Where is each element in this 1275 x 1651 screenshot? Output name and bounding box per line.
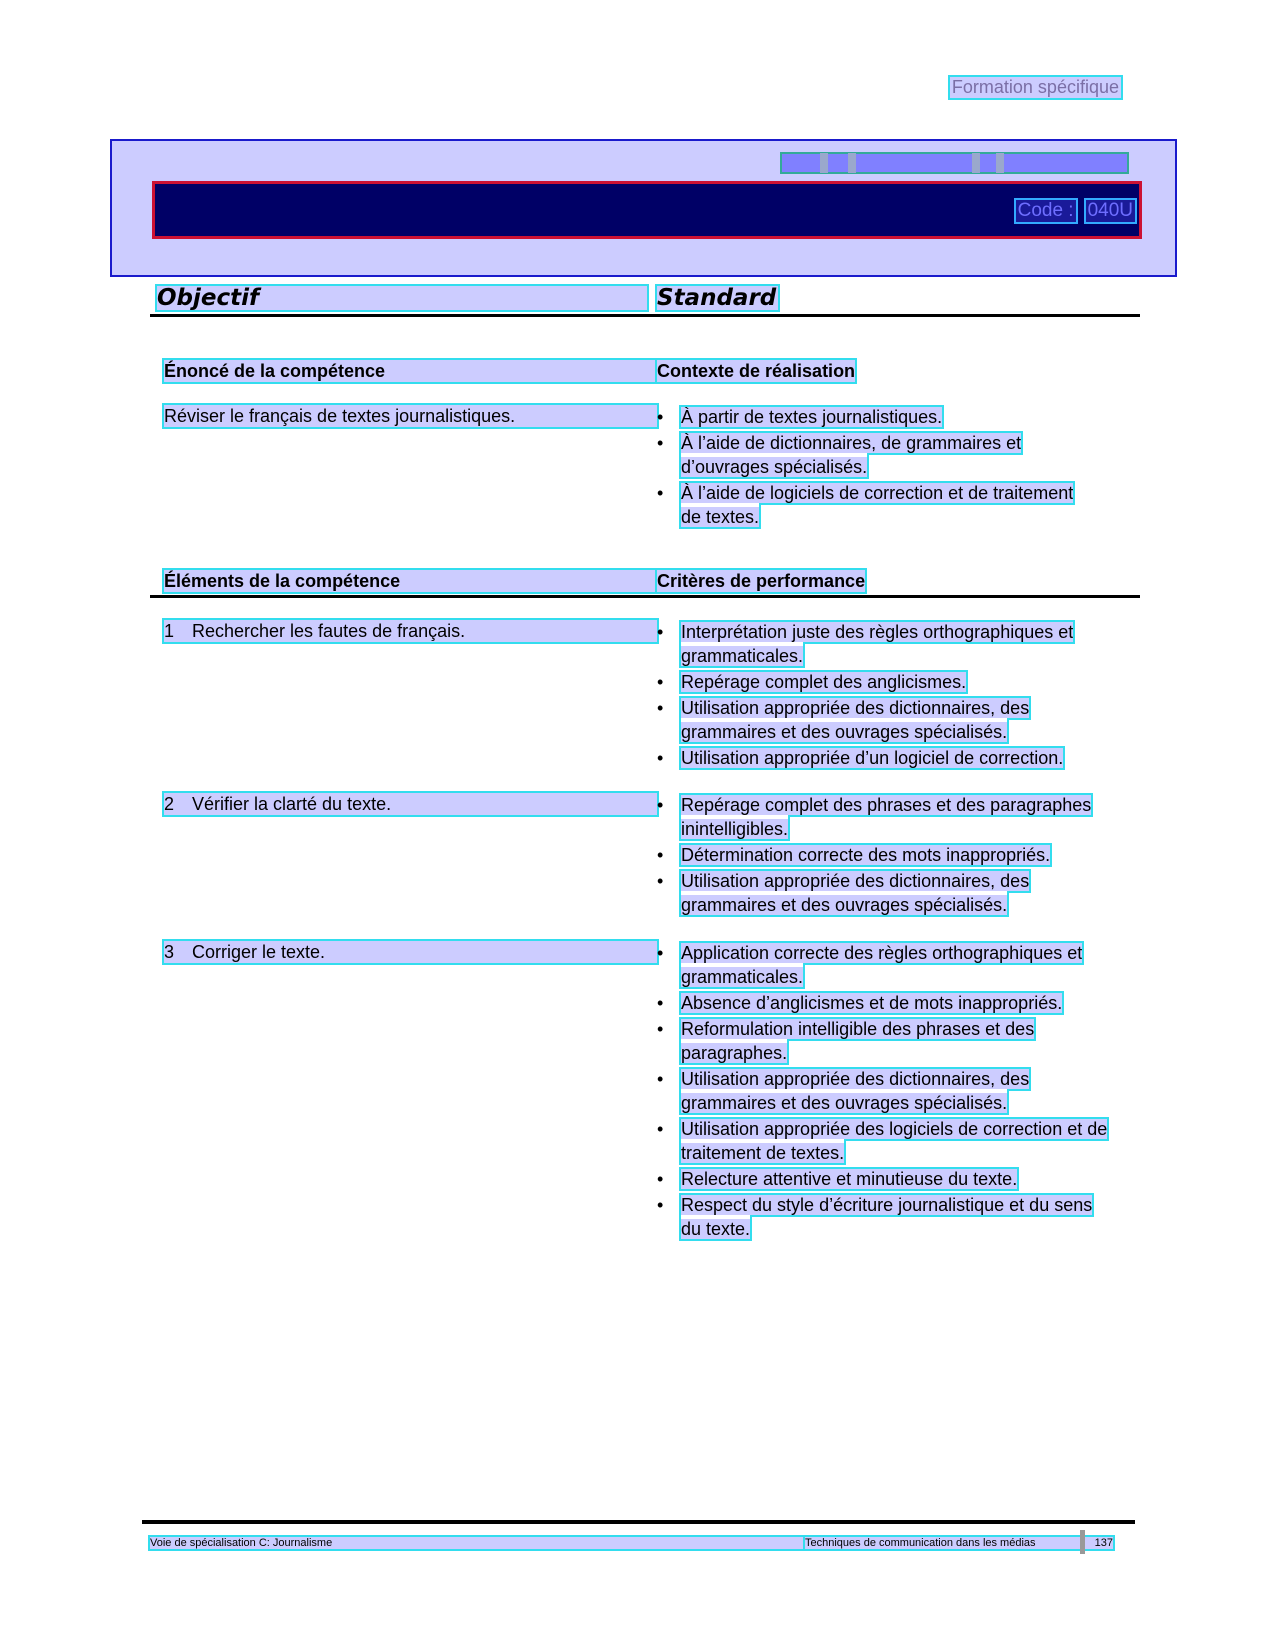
column-title-rule <box>150 314 1140 317</box>
criterion-item: • Application correcte des règles orthographiques et grammaticales. <box>657 941 1117 989</box>
criterion-item: • Relecture attentive et minutieuse du texte. <box>657 1167 1117 1191</box>
criterion-item: • Utilisation appropriée des dictionnaires, des grammaires et des ouvrages spécialisés. <box>657 1067 1117 1115</box>
footer-program: Voie de spécialisation C: Journalisme <box>150 1537 815 1549</box>
element-number: 2 <box>164 794 175 814</box>
competency-header-band <box>110 139 1177 277</box>
element-text: Rechercher les fautes de français. <box>192 621 466 641</box>
footer-rule <box>142 1520 1135 1524</box>
element-1 <box>164 620 657 642</box>
standard-column-title: Standard <box>657 285 777 311</box>
competency-code <box>1016 200 1135 222</box>
element-2 <box>164 793 657 815</box>
elements-heading: Éléments de la compétence <box>164 570 657 592</box>
footer-right <box>805 1537 1113 1549</box>
context-item: • À partir de textes journalistiques. <box>657 405 1077 429</box>
criterion-item: • Repérage complet des phrases et des paragraphes inintelligibles. <box>657 793 1117 841</box>
code-label: Code : <box>1017 200 1074 221</box>
criteria-heading: Critères de performance <box>657 571 866 591</box>
header-tick <box>820 153 828 173</box>
context-list <box>657 405 1077 531</box>
criterion-item: • Détermination correcte des mots inappropriés. <box>657 843 1117 867</box>
element-text: Vérifier la clarté du texte. <box>192 794 392 814</box>
criteria-list-1 <box>657 620 1117 772</box>
criterion-item: • Reformulation intelligible des phrases et des paragraphes. <box>657 1017 1117 1065</box>
header-tick <box>996 153 1004 173</box>
objective-column-title: Objectif <box>157 286 647 310</box>
element-number: 1 <box>164 621 175 641</box>
context-heading: Contexte de réalisation <box>657 361 856 381</box>
element-3 <box>164 941 657 963</box>
competence-heading: Énoncé de la compétence <box>164 360 657 382</box>
page-number: 137 <box>1094 1537 1113 1549</box>
criteria-list-3 <box>657 941 1117 1243</box>
header-tick <box>972 153 980 173</box>
header-decoration-bar <box>782 154 1127 172</box>
element-number: 3 <box>164 942 175 962</box>
criteria-list-2 <box>657 793 1117 919</box>
criterion-item: • Utilisation appropriée d’un logiciel de correction. <box>657 746 1117 770</box>
header-tick <box>848 153 856 173</box>
criterion-item: • Interprétation juste des règles orthographiques et grammaticales. <box>657 620 1117 668</box>
criterion-item: • Respect du style d’écriture journalistique et du sens du texte. <box>657 1193 1117 1241</box>
footer-title: Techniques de communication dans les médias <box>805 1537 1036 1549</box>
criterion-item: • Utilisation appropriée des dictionnaires, des grammaires et des ouvrages spécialisés. <box>657 696 1117 744</box>
criterion-item: • Repérage complet des anglicismes. <box>657 670 1117 694</box>
criterion-item: • Utilisation appropriée des logiciels de correction et de traitement de textes. <box>657 1117 1117 1165</box>
competency-title-bar <box>152 181 1142 239</box>
context-item: • À l’aide de logiciels de correction et de traitement de textes. <box>657 481 1077 529</box>
footer-separator <box>1080 1530 1085 1554</box>
elements-rule <box>150 595 1140 598</box>
criterion-item: • Utilisation appropriée des dictionnaires, des grammaires et des ouvrages spécialisés. <box>657 869 1117 917</box>
criterion-item: • Absence d’anglicismes et de mots inappropriés. <box>657 991 1117 1015</box>
code-value: 040U <box>1087 200 1133 221</box>
competence-statement: Réviser le français de textes journalistiques. <box>164 405 657 427</box>
context-item: • À l’aide de dictionnaires, de grammaires et d’ouvrages spécialisés. <box>657 431 1077 479</box>
element-text: Corriger le texte. <box>192 942 326 962</box>
running-head: Formation spécifique <box>951 77 1119 97</box>
